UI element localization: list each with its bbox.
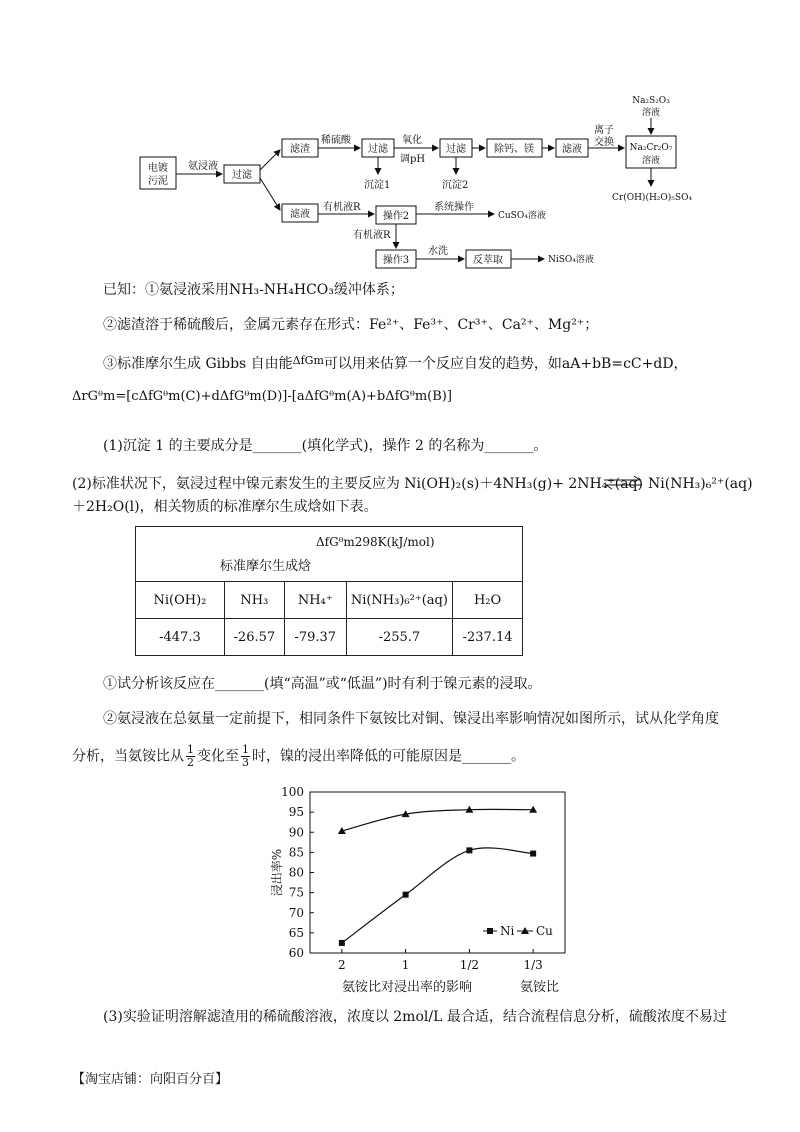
table-header-text: 标准摩尔生成焓 xyxy=(220,559,312,574)
legend-label-cu: Cu xyxy=(536,924,553,938)
table-cell: NH₃ xyxy=(224,582,284,619)
question-2-sub-2b xyxy=(72,744,525,769)
label-ion-exchange-2: 交换 xyxy=(594,137,614,148)
known-line-3a: ③标准摩尔生成 Gibbs 自由能 xyxy=(103,356,293,372)
question-1: (1)沉淀 1 的主要成分是_______(填化学式)，操作 2 的名称为_______。 xyxy=(103,438,548,454)
x-tick-label: 2 xyxy=(338,958,346,972)
label-oxidize: 氧化 xyxy=(402,135,422,146)
question-2-reaction-right: Ni(NH₃)₆²⁺(aq) xyxy=(648,476,753,492)
label-dilute-h2so4: 稀硫酸 xyxy=(321,135,351,146)
question-2-sub-2b3: 时，镍的浸出率降低的可能原因是_______。 xyxy=(252,748,525,765)
table-row-values xyxy=(136,619,523,656)
plot-frame xyxy=(310,792,565,953)
table-cell: -26.57 xyxy=(224,619,284,656)
node-sludge-label-1: 电镀 xyxy=(148,163,168,174)
y-tick-label: 85 xyxy=(288,845,304,860)
fraction-third xyxy=(241,744,250,769)
node-filtrate3-label: 滤液 xyxy=(290,209,310,220)
table-cell: -237.14 xyxy=(453,619,523,656)
fraction-half-den: 2 xyxy=(187,756,194,769)
label-cuso4: CuSO₄溶液 xyxy=(498,211,546,221)
x-tick-label: 1/3 xyxy=(523,958,543,972)
node-filter2-label: 过滤 xyxy=(368,144,388,155)
y-tick-label: 95 xyxy=(288,805,304,820)
na2s2o3-label-2: 溶液 xyxy=(641,108,661,118)
label-ammonia-leach: 氨浸液 xyxy=(188,161,218,172)
y-tick-label: 75 xyxy=(288,885,304,900)
question-2-line-1 xyxy=(72,474,643,494)
fraction-half xyxy=(186,744,195,769)
table-row-species xyxy=(136,582,523,619)
question-2-sub-2b2: 变化至 xyxy=(197,748,239,765)
y-axis-label: 浸出率% xyxy=(270,848,284,897)
node-remove-ca-mg-label: 除钙、镁 xyxy=(494,144,534,155)
y-tick-label: 80 xyxy=(288,865,304,880)
data-point-ni xyxy=(466,847,472,853)
table-cell: H₂O xyxy=(453,582,523,619)
x-tick-label: 1 xyxy=(401,958,410,972)
y-tick-label: 65 xyxy=(288,925,304,940)
y-tick-label: 90 xyxy=(288,825,304,840)
gibbs-data-table xyxy=(135,526,523,656)
table-cell: NH₄⁺ xyxy=(284,582,346,619)
leaching-rate-chart xyxy=(255,778,575,998)
question-2-sub-2b1: 分析，当氨铵比从 xyxy=(72,748,184,765)
x-tick-label: 1/2 xyxy=(459,958,480,972)
node-filter1-label: 过滤 xyxy=(232,170,252,181)
question-3: (3)实验证明溶解滤渣用的稀硫酸溶液，浓度以 2mol/L 最合适，结合流程信息分析，硫酸浓度不易过 xyxy=(103,1009,727,1025)
label-niso4: NiSO₄溶液 xyxy=(548,255,594,265)
label-water-wash: 水洗 xyxy=(428,246,448,257)
table-cell: -255.7 xyxy=(346,619,452,656)
node-filter3-label: 过滤 xyxy=(446,144,466,155)
data-point-ni xyxy=(530,851,536,857)
series-line-cu xyxy=(342,809,533,831)
question-2-sub-2a: ②氨浸液在总氨量一定前提下，相同条件下氨铵比对铜、镍浸出率影响情况如图所示，试从化学角度 xyxy=(103,711,719,727)
known-line-1: 已知：①氨浸液采用NH₃-NH₄HCO₃缓冲体系； xyxy=(103,282,404,298)
equilibrium-arrow-icon xyxy=(602,474,644,492)
label-organic-r2: 有机液R xyxy=(353,230,391,241)
y-tick-label: 100 xyxy=(281,785,304,799)
node-op2-label: 操作2 xyxy=(382,211,410,222)
question-2-line-2: ＋2H₂O(l)，相关物质的标准摩尔生成焓如下表。 xyxy=(72,499,378,515)
process-flowchart xyxy=(0,0,800,280)
label-precip2: 沉淀2 xyxy=(442,180,469,191)
legend-marker-ni xyxy=(487,928,493,934)
y-tick-label: 60 xyxy=(288,946,304,960)
node-nacr-label-1: Na₂Cr₂O₇ xyxy=(629,143,673,153)
label-organic-r1: 有机液R xyxy=(323,202,361,213)
table-cell: Ni(NH₃)₆²⁺(aq) xyxy=(346,582,452,619)
fraction-half-num: 1 xyxy=(187,743,194,756)
question-2-sub-1: ①试分析该反应在_______(填“高温”或“低温”)时有利于镍元素的浸取。 xyxy=(103,676,542,692)
na2s2o3-label-1: Na₂S₂O₃ xyxy=(632,96,670,106)
fraction-third-den: 3 xyxy=(242,756,249,769)
footer-shop: 【淘宝店铺：向阳百分百】 xyxy=(72,1072,229,1087)
fraction-third-num: 1 xyxy=(242,743,249,756)
y-tick-label: 70 xyxy=(288,905,304,920)
x-axis-label: 氨铵比 xyxy=(520,980,560,995)
gibbs-formula: ΔrGᶿm=[cΔfGᶿm(C)+dΔfGᶿm(D)]-[aΔfGᶿm(A)+bΔfGᶿm(B)] xyxy=(72,389,452,404)
node-op3-label: 操作3 xyxy=(382,255,410,266)
node-sludge-label-2: 污泥 xyxy=(148,176,168,187)
table-cell: Ni(OH)₂ xyxy=(136,582,225,619)
question-2-reaction-left: (2)标准状况下，氨浸过程中镍元素发生的主要反应为 Ni(OH)₂(s)＋4NH₃(g)+ 2NH₄⁺(aq) xyxy=(72,476,643,492)
known-line-3 xyxy=(103,351,688,374)
known-line-3b: 可以用来估算一个反应自发的趋势，如 xyxy=(323,356,562,372)
label-series-op: 系统操作 xyxy=(434,202,474,213)
table-header-symbol: ΔfGᶿm298K(kJ/mol) xyxy=(316,535,435,549)
node-nacr-label-2: 溶液 xyxy=(641,156,661,166)
legend-label-ni: Ni xyxy=(500,924,515,938)
label-adjust-ph: 调pH xyxy=(400,154,426,165)
table-header xyxy=(136,527,523,582)
x-axis-caption: 氨铵比对浸出率的影响 xyxy=(342,980,473,995)
example-equation: aA+bB=cC+dD xyxy=(561,356,674,372)
data-point-ni xyxy=(339,940,345,946)
node-filtrate2-label: 滤液 xyxy=(562,144,582,155)
data-point-ni xyxy=(403,892,409,898)
table-cell: -447.3 xyxy=(136,619,225,656)
label-cr-product: Cr(OH)(H₂O)₅SO₄ xyxy=(612,193,693,203)
node-backextract-label: 反萃取 xyxy=(473,255,503,266)
gibbs-symbol: ΔfGm xyxy=(292,354,324,367)
table-cell: -79.37 xyxy=(284,619,346,656)
known-line-3-comma: ， xyxy=(673,356,688,372)
label-precip1: 沉淀1 xyxy=(364,180,391,191)
label-ion-exchange-1: 离子 xyxy=(594,125,614,136)
known-line-2: ②滤渣溶于稀硫酸后，金属元素存在形式：Fe²⁺、Fe³⁺、Cr³⁺、Ca²⁺、Mg²⁺； xyxy=(103,317,599,333)
node-filtrate1-label: 滤渣 xyxy=(290,144,310,155)
